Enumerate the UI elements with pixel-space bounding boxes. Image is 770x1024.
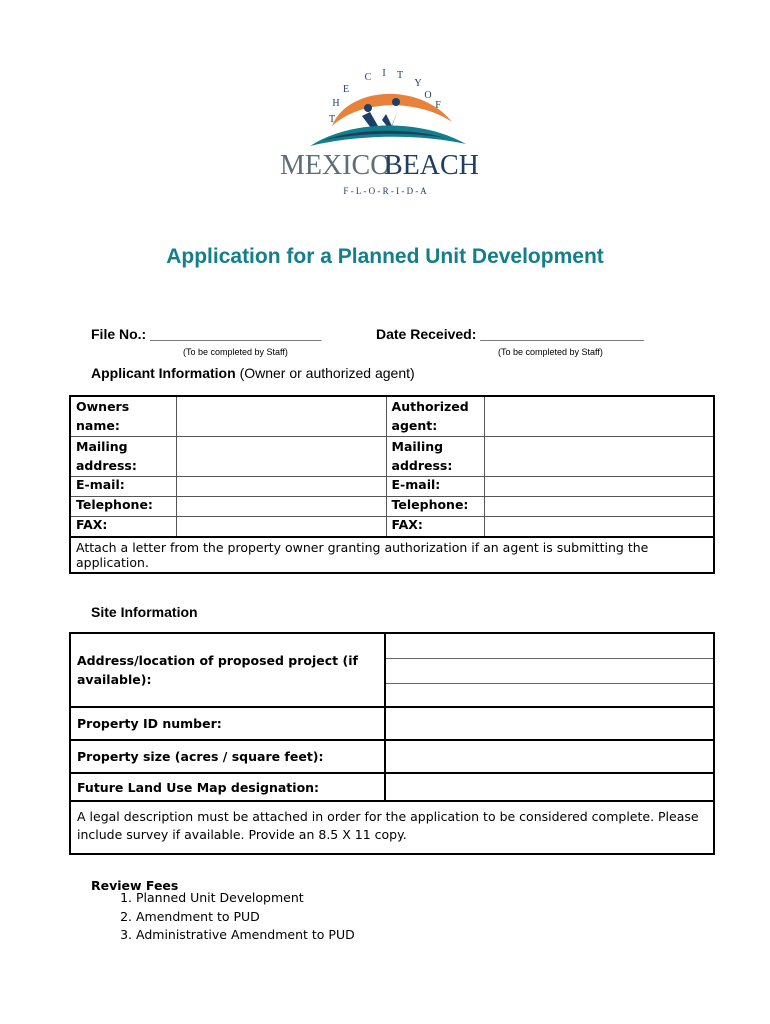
logo-arc-letter: Y	[414, 78, 422, 89]
authorized-agent-label-line2: agent:	[391, 418, 438, 433]
city-logo	[270, 64, 500, 200]
agent-telephone-label: Telephone:	[386, 496, 485, 516]
date-received-blank[interactable]: _____________________	[480, 326, 644, 342]
address-label: Address/location of proposed project (if available):	[70, 633, 385, 707]
agent-mailing-label-line2: address:	[391, 457, 453, 473]
review-fee-item: 3. Administrative Amendment to PUD	[136, 926, 355, 945]
applicant-heading	[91, 365, 415, 381]
flum-input[interactable]	[385, 773, 714, 801]
agent-mailing-label-line1: Mailing	[391, 438, 444, 454]
file-no-blank[interactable]: ______________________	[150, 326, 322, 342]
logo-arc-letter: C	[364, 72, 372, 83]
logo-brand-right: BEACH	[384, 150, 479, 181]
date-received-note: (To be completed by Staff)	[498, 347, 603, 357]
logo-arc-letter: H	[332, 98, 340, 109]
logo-arc-letter: F	[435, 100, 441, 111]
owner-email-label: E-mail:	[70, 476, 177, 496]
owner-mailing-label-line2: address:	[76, 457, 137, 473]
site-table	[69, 632, 715, 855]
logo-state: F - L - O - R - I - D - A	[343, 186, 427, 196]
logo-arc-letter: T	[396, 70, 404, 81]
agent-mailing-label	[386, 436, 485, 476]
owners-name-label	[70, 396, 177, 436]
flum-label: Future Land Use Map designation:	[70, 773, 385, 801]
logo-brand-left: MEXICO	[280, 150, 391, 181]
owner-mailing-label-line1: Mailing	[76, 438, 128, 454]
owner-fax-label: FAX:	[70, 516, 177, 537]
legal-description-note: A legal description must be attached in order for the application to be considered complete. Please include survey if available. Provide an 8.5 X 11 copy.	[70, 801, 714, 854]
authorized-agent-label-line1: Authorized	[391, 399, 469, 414]
owner-mailing-label	[70, 436, 177, 476]
logo-arc-letter: E	[342, 84, 350, 95]
review-fees-heading: Review Fees	[91, 878, 179, 893]
logo-wave	[310, 125, 466, 146]
agent-email-label: E-mail:	[386, 476, 485, 496]
property-id-label: Property ID number:	[70, 707, 385, 740]
owners-name-label-line1: Owners	[76, 399, 130, 414]
owner-telephone-label: Telephone:	[70, 496, 177, 516]
logo-arc-letter: O	[424, 90, 432, 101]
property-size-input[interactable]	[385, 740, 714, 773]
agent-authorization-note: Attach a letter from the property owner granting authorization if an agent is submitting the application.	[70, 537, 714, 573]
property-id-input[interactable]	[385, 707, 714, 740]
owner-telephone-input[interactable]	[177, 496, 386, 516]
logo-arc-letter: T	[328, 114, 336, 125]
date-received-field	[376, 326, 644, 342]
file-no-field	[91, 326, 321, 342]
authorized-agent-label	[386, 396, 485, 436]
agent-fax-input[interactable]	[485, 516, 714, 537]
logo-arc-letter: I	[382, 68, 386, 79]
agent-email-input[interactable]	[485, 476, 714, 496]
applicant-heading-title: Applicant Information	[91, 365, 236, 381]
address-input[interactable]	[385, 633, 714, 707]
agent-mailing-input[interactable]	[485, 436, 714, 476]
owners-name-input[interactable]	[177, 396, 386, 436]
site-heading: Site Information	[91, 604, 198, 620]
page-title: Application for a Planned Unit Development	[166, 245, 604, 268]
logo-sun-arc	[332, 94, 452, 126]
owner-fax-input[interactable]	[177, 516, 386, 537]
date-received-label: Date Received:	[376, 326, 477, 342]
property-size-label: Property size (acres / square feet):	[70, 740, 385, 773]
agent-fax-label: FAX:	[386, 516, 485, 537]
applicant-heading-sub: (Owner or authorized agent)	[239, 365, 415, 381]
owner-email-input[interactable]	[177, 476, 386, 496]
owner-mailing-input[interactable]	[177, 436, 386, 476]
review-fee-item: 1. Planned Unit Development	[136, 889, 355, 908]
review-fee-item: 2. Amendment to PUD	[136, 908, 355, 927]
review-fees-list	[88, 889, 355, 945]
file-no-label: File No.:	[91, 326, 147, 342]
authorized-agent-input[interactable]	[485, 396, 714, 436]
file-no-note: (To be completed by Staff)	[183, 347, 288, 357]
agent-telephone-input[interactable]	[485, 496, 714, 516]
owners-name-label-line2: name:	[76, 418, 120, 433]
applicant-table	[69, 395, 715, 574]
